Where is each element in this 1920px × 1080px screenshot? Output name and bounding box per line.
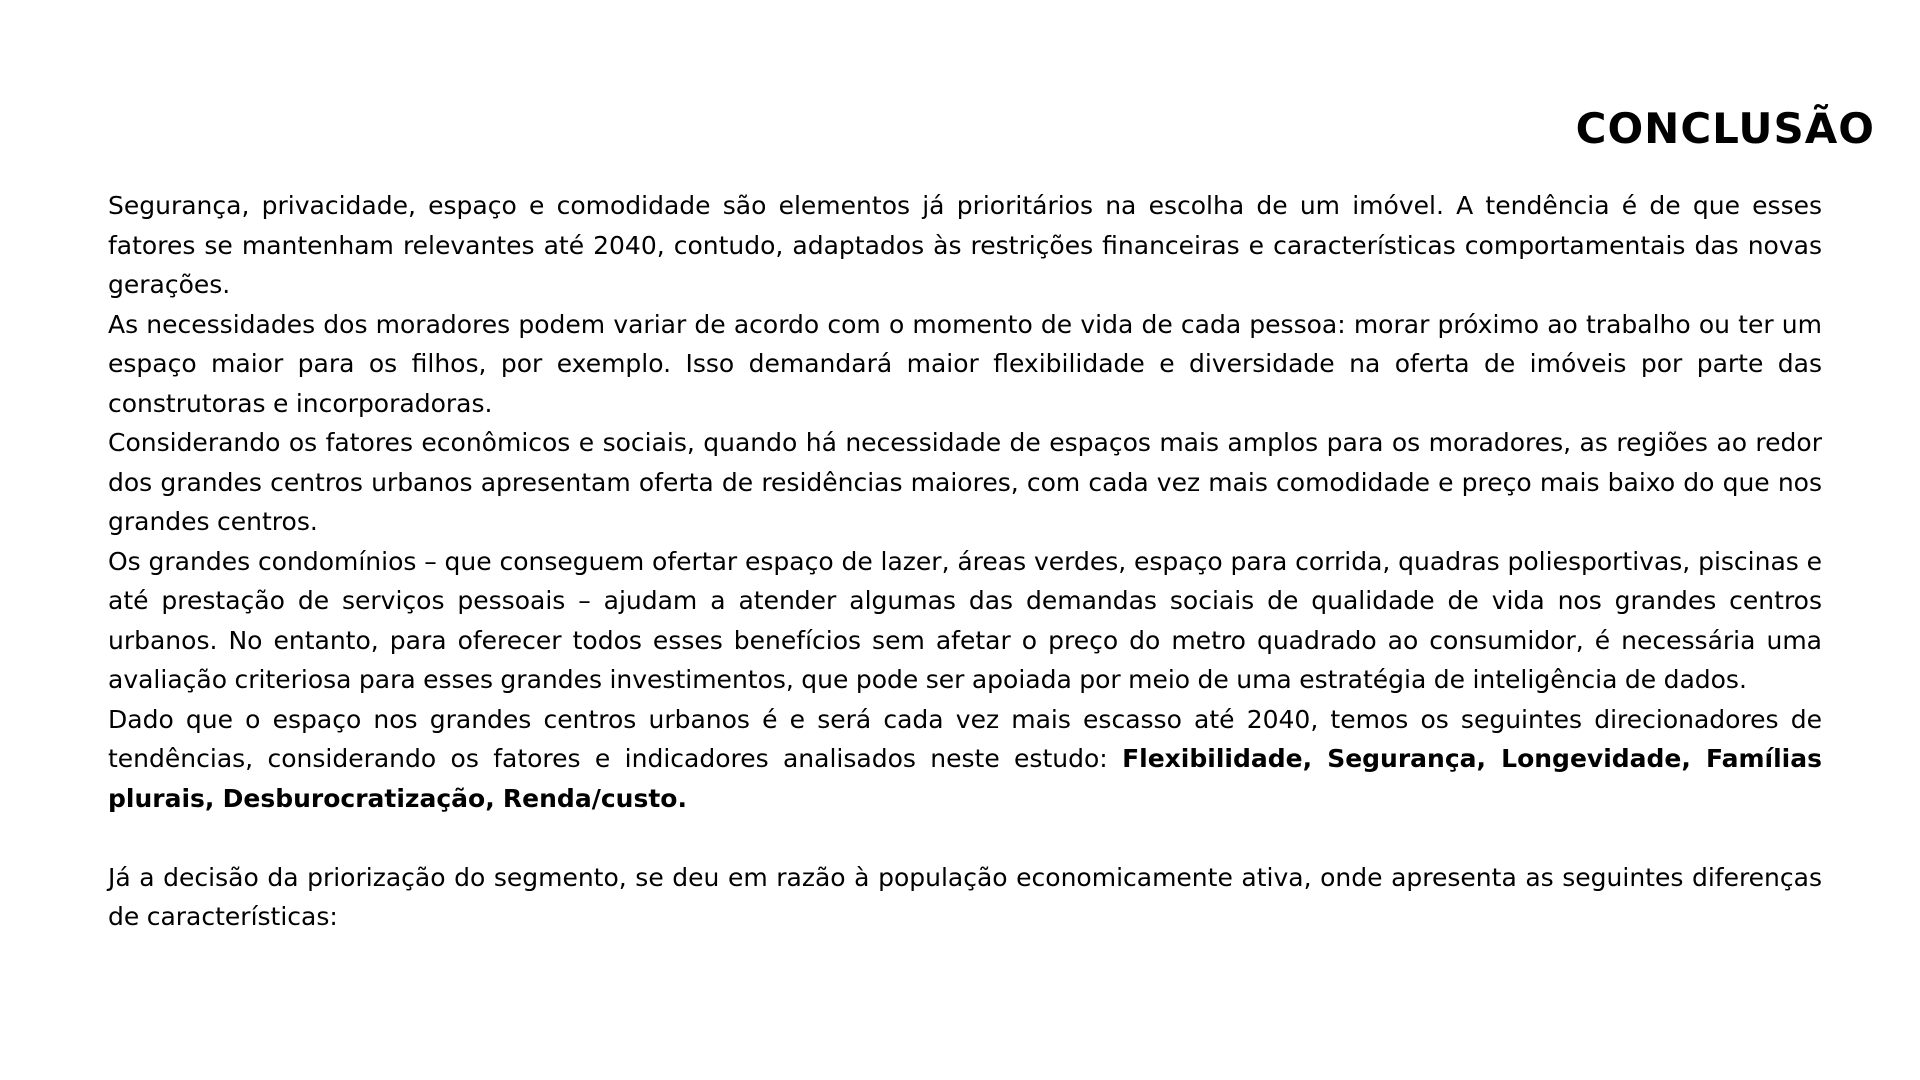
paragraph-segment-decision: Já a decisão da priorização do segmento, se deu em razão à população economicamente ativa, onde apresenta as seguintes diferenças de características: xyxy=(108,862,1822,931)
paragraph-trend-drivers xyxy=(108,700,1822,819)
paragraph-economic-factors: Considerando os fatores econômicos e sociais, quando há necessidade de espaços mais amplos para os moradores, as regiões ao redor dos grandes centros urbanos apresentam oferta de residências maiores, com cada vez mais comodidade e preço mais baixo do que nos grandes centros. xyxy=(108,428,1822,536)
paragraph-priorities: Segurança, privacidade, espaço e comodidade são elementos já prioritários na escolha de um imóvel. A tendência é de que esses fatores se mantenham relevantes até 2040, contudo, adaptados às restrições financeiras e características comportamentais das novas gerações. xyxy=(108,191,1822,299)
conclusion-body xyxy=(108,186,1822,937)
paragraph-condominiums: Os grandes condomínios – que conseguem ofertar espaço de lazer, áreas verdes, espaço para corrida, quadras poliesportivas, piscinas e até prestação de serviços pessoais – ajudam a atender algumas das demandas sociais de qualidade de vida nos grandes centros urbanos. No entanto, para oferecer todos esses benefícios sem afetar o preço do metro quadrado ao consumidor, é necessária uma avaliação criteriosa para esses grandes investimentos, que pode ser apoiada por meio de uma estratégia de inteligência de dados. xyxy=(108,546,1822,694)
paragraph-resident-needs: As necessidades dos moradores podem variar de acordo com o momento de vida de cada pessoa: morar próximo ao trabalho ou ter um espaço maior para os filhos, por exemplo. Isso demandará maior flexibilidade e diversidade na oferta de imóveis por parte das construtoras e incorporadoras. xyxy=(108,309,1822,418)
trend-drivers-list: Flexibilidade, Segurança, Longevidade, Famílias plurais, Desburocratização, Renda/custo. xyxy=(108,744,1822,813)
trend-drivers-intro: Dado que o espaço nos grandes centros urbanos é e será cada vez mais escasso até 2040, temos os seguintes direcionadores de tendências, considerando os fatores e indicadores analisados neste estudo: xyxy=(108,704,1822,773)
page-title: CONCLUSÃO xyxy=(1575,104,1875,153)
